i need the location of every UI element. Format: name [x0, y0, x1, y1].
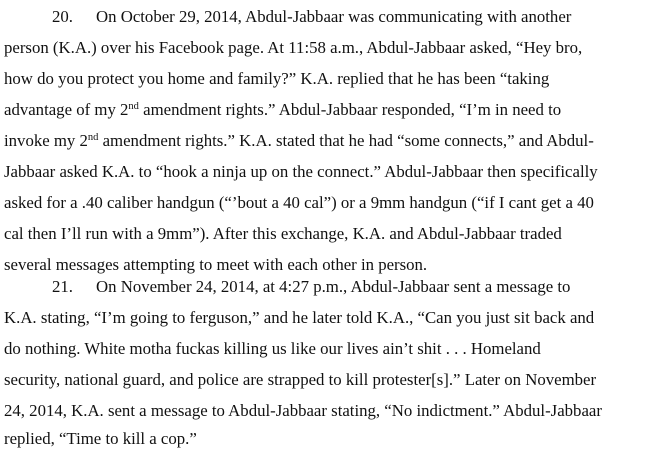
paragraph-number: 21. [52, 277, 73, 296]
paragraph-21-line-3 [4, 339, 541, 359]
paragraph-20-line-9 [4, 255, 427, 275]
paragraph-21-line-6 [4, 429, 197, 449]
paragraph-20-line-1 [52, 7, 571, 27]
paragraph-number: 20. [52, 7, 73, 26]
paragraph-20-line-8 [4, 224, 562, 244]
line-text-before: advantage of my 2 [4, 100, 129, 119]
ordinal-suffix: nd [87, 132, 99, 143]
paragraph-20-line-2 [4, 38, 582, 58]
paragraph-20-line-5 [4, 131, 594, 151]
paragraph-21-line-1 [52, 277, 570, 297]
line-text: security, national guard, and police are strapped to kill protester[s].” Later on November [4, 370, 597, 389]
paragraph-20-line-4 [4, 100, 561, 120]
line-text: Jabbaar asked K.A. to “hook a ninja up on the connect.” Abdul-Jabbaar then specifically [4, 162, 598, 181]
line-text: 24, 2014, K.A. sent a message to Abdul-Jabbaar stating, “No indictment.” Abdul-Jabbaar [4, 401, 602, 420]
line-text: On October 29, 2014, Abdul-Jabbaar was communicating with another [96, 7, 572, 26]
line-text: person (K.A.) over his Facebook page. At 11:58 a.m., Abdul-Jabbaar asked, “Hey bro, [4, 38, 583, 57]
paragraph-20-line-6 [4, 162, 598, 182]
line-text-after: amendment rights.” K.A. stated that he had “some connects,” and Abdul- [98, 131, 594, 150]
paragraph-21-line-4 [4, 370, 596, 390]
line-text: replied, “Time to kill a cop.” [4, 429, 197, 448]
line-text: how do you protect you home and family?” K.A. replied that he has been “taking [4, 69, 550, 88]
line-text: cal then I’ll run with a 9mm”). After this exchange, K.A. and Abdul-Jabbaar traded [4, 224, 562, 243]
line-text-before: invoke my 2 [4, 131, 88, 150]
line-text: do nothing. White motha fuckas killing us like our lives ain’t shit . . . Homeland [4, 339, 541, 358]
line-text: K.A. stating, “I’m going to ferguson,” and he later told K.A., “Can you just sit back and [4, 308, 595, 327]
paragraph-21-line-2 [4, 308, 594, 328]
line-text: several messages attempting to meet with each other in person. [4, 255, 428, 274]
paragraph-20-line-3 [4, 69, 549, 89]
line-text: On November 24, 2014, at 4:27 p.m., Abdul-Jabbaar sent a message to [96, 277, 571, 296]
paragraph-21-line-5 [4, 401, 602, 421]
line-text: asked for a .40 caliber handgun (“’bout a 40 cal”) or a 9mm handgun (“if I cant get a 40 [4, 193, 594, 212]
ordinal-suffix: nd [128, 101, 139, 112]
paragraph-20-line-7 [4, 193, 594, 213]
line-text-after: amendment rights.” Abdul-Jabbaar responded, “I’m in need to [138, 100, 562, 119]
